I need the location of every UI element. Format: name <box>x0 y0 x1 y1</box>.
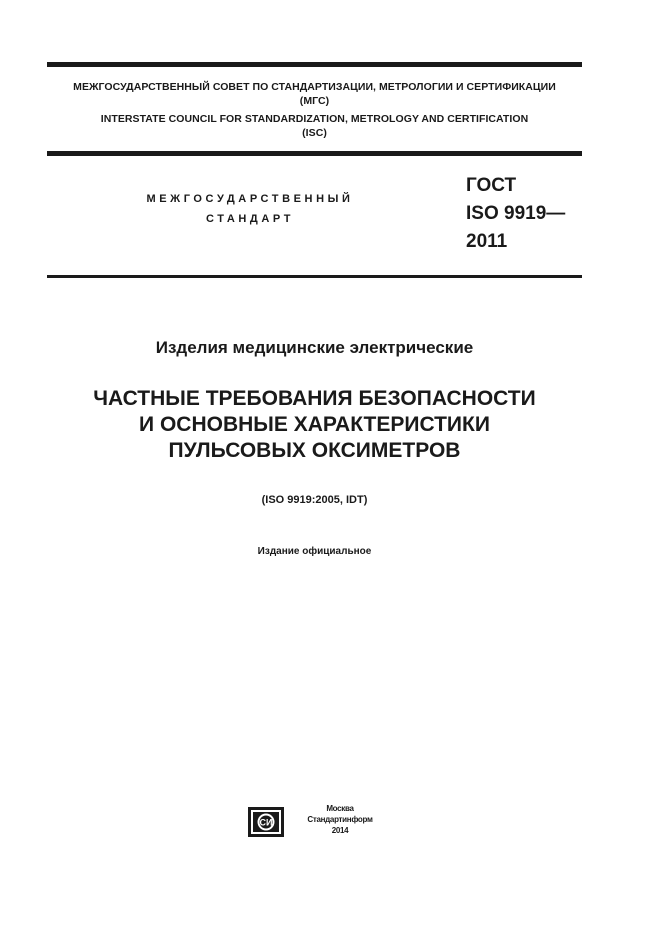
publisher-name: Стандартинформ <box>307 815 373 824</box>
edition-label: Издание официальное <box>257 546 372 557</box>
standard-code-line3: 2011 <box>466 231 508 252</box>
council-en-line2: (ISC) <box>302 127 327 139</box>
publisher-city: Москва <box>326 804 354 813</box>
council-ru-line2: (МГС) <box>299 95 330 107</box>
standard-rule <box>47 275 582 278</box>
council-en-line1: INTERSTATE COUNCIL FOR STANDARDIZATION, METROLOGY AND CERTIFICATION <box>100 113 529 125</box>
standard-type-line1: МЕЖГОСУДАРСТВЕННЫЙ <box>146 193 354 205</box>
standard-code-line2: ISO 9919— <box>466 203 566 224</box>
standard-code-line1: ГОСТ <box>466 175 517 196</box>
logo-text: СИ <box>259 817 273 828</box>
header-rule <box>47 151 582 156</box>
publisher-year: 2014 <box>331 826 349 835</box>
standard-code <box>466 172 565 256</box>
document-subtitle: Изделия медицинские электрические <box>155 338 474 357</box>
iso-reference: (ISO 9919:2005, IDT) <box>261 494 368 506</box>
document-title-line1: ЧАСТНЫЕ ТРЕБОВАНИЯ БЕЗОПАСНОСТИ <box>93 387 536 410</box>
document-title <box>47 386 582 464</box>
council-ru-line1: МЕЖГОСУДАРСТВЕННЫЙ СОВЕТ ПО СТАНДАРТИЗАЦИИ, МЕТРОЛОГИИ И СЕРТИФИКАЦИИ <box>73 81 556 93</box>
publisher-block <box>292 803 388 836</box>
document-title-line3: ПУЛЬСОВЫХ ОКСИМЕТРОВ <box>168 439 461 462</box>
document-title-line2: И ОСНОВНЫЕ ХАРАКТЕРИСТИКИ <box>139 413 490 436</box>
top-rule <box>47 62 582 67</box>
standartinform-logo-icon <box>248 807 284 837</box>
standard-type-line2: СТАНДАРТ <box>205 213 295 225</box>
